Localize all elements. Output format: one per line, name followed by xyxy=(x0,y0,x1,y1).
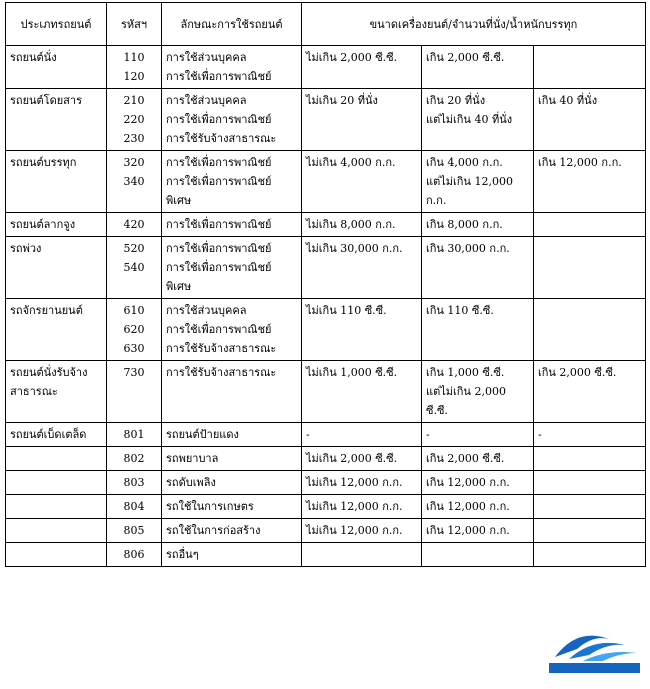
size-value: เกิน 2,000 ซี.ซี. xyxy=(426,452,505,465)
usage-value: รถใช้ในการก่อสร้าง xyxy=(166,524,261,537)
code-cell xyxy=(107,447,162,471)
size-value: แต่ไม่เกิน 2,000 xyxy=(426,385,506,398)
header-code: รหัสฯ xyxy=(107,3,162,46)
size-value: เกิน 40 ที่นั่ง xyxy=(538,94,598,107)
code-value: 804 xyxy=(123,500,145,513)
vehicle-type: รถยนต์โดยสาร xyxy=(10,94,82,107)
table-row xyxy=(6,213,646,237)
usage-cell xyxy=(162,495,302,519)
size-cell xyxy=(422,471,534,495)
size-value: เกิน 1,000 ซี.ซี. xyxy=(426,366,505,379)
usage-value: การใช้ส่วนบุคคล xyxy=(166,304,247,317)
size-cell xyxy=(302,299,422,361)
table-row xyxy=(6,519,646,543)
code-value: 610 xyxy=(123,304,145,317)
usage-cell xyxy=(162,423,302,447)
code-value: 120 xyxy=(123,70,145,83)
size-cell xyxy=(422,151,534,213)
code-cell xyxy=(107,299,162,361)
code-value: 801 xyxy=(123,428,145,441)
table-row xyxy=(6,471,646,495)
table-row xyxy=(6,423,646,447)
usage-cell xyxy=(162,46,302,89)
code-value: 806 xyxy=(123,548,145,561)
size-value: เกิน 30,000 ก.ก. xyxy=(426,242,510,255)
vehicle-type: รถจักรยานยนต์ xyxy=(10,304,83,317)
code-cell xyxy=(107,361,162,423)
usage-cell xyxy=(162,447,302,471)
size-cell xyxy=(534,423,646,447)
code-value: 630 xyxy=(123,342,145,355)
code-value: 110 xyxy=(123,51,145,64)
size-cell xyxy=(422,89,534,151)
code-value: 730 xyxy=(123,366,145,379)
size-value: ไม่เกิน 12,000 ก.ก. xyxy=(306,500,403,513)
code-value: 320 xyxy=(123,156,145,169)
usage-cell xyxy=(162,89,302,151)
usage-value: การใช้เพื่อการพาณิชย์ xyxy=(166,261,272,274)
vehicle-type-cell xyxy=(6,519,107,543)
size-cell xyxy=(302,213,422,237)
size-cell xyxy=(422,543,534,567)
table-row xyxy=(6,89,646,151)
size-cell xyxy=(534,543,646,567)
size-cell xyxy=(534,495,646,519)
usage-value: การใช้เพื่อการพาณิชย์ xyxy=(166,175,272,188)
vehicle-type: รถพ่วง xyxy=(10,242,42,255)
usage-value: รถพยาบาล xyxy=(166,452,219,465)
usage-value: การใช้เพื่อการพาณิชย์ xyxy=(166,156,272,169)
table-row xyxy=(6,237,646,299)
code-cell xyxy=(107,46,162,89)
usage-value: การใช้รับจ้างสาธารณะ xyxy=(166,132,277,145)
size-cell xyxy=(422,519,534,543)
vehicle-type: รถยนต์นั่งรับจ้าง สาธารณะ xyxy=(10,366,88,398)
size-cell xyxy=(422,46,534,89)
size-value: เกิน 12,000 ก.ก. xyxy=(426,500,510,513)
usage-value: การใช้ส่วนบุคคล xyxy=(166,51,247,64)
table-row xyxy=(6,495,646,519)
size-cell xyxy=(302,361,422,423)
usage-value: รถอื่นๆ xyxy=(166,548,199,561)
size-value: ไม่เกิน 12,000 ก.ก. xyxy=(306,524,403,537)
usage-value: การใช้เพื่อการพาณิชย์ xyxy=(166,218,272,231)
size-value: ซี.ซี. xyxy=(426,404,448,417)
size-cell xyxy=(422,237,534,299)
table-row xyxy=(6,361,646,423)
size-cell xyxy=(534,46,646,89)
vehicle-code-table xyxy=(5,2,646,567)
table-row xyxy=(6,299,646,361)
vehicle-type: รถยนต์เบ็ดเตล็ด xyxy=(10,428,87,441)
size-value: - xyxy=(426,428,430,441)
code-value: 803 xyxy=(123,476,145,489)
size-cell xyxy=(534,237,646,299)
usage-cell xyxy=(162,361,302,423)
code-value: 340 xyxy=(123,175,145,188)
size-cell xyxy=(302,89,422,151)
size-value: เกิน 20 ที่นั่ง xyxy=(426,94,486,107)
size-value: เกิน 2,000 ซี.ซี. xyxy=(426,51,505,64)
size-cell xyxy=(422,361,534,423)
code-value: 540 xyxy=(123,261,145,274)
size-value: - xyxy=(538,428,542,441)
size-value: ไม่เกิน 110 ซี.ซี. xyxy=(306,304,387,317)
usage-value: รถดับเพลิง xyxy=(166,476,216,489)
vehicle-type: รถยนต์นั่ง xyxy=(10,51,57,64)
size-value: แต่ไม่เกิน 12,000 xyxy=(426,175,513,188)
usage-value: พิเศษ xyxy=(166,280,192,293)
vehicle-type-cell xyxy=(6,423,107,447)
size-cell xyxy=(534,471,646,495)
table-row xyxy=(6,543,646,567)
vehicle-type-cell xyxy=(6,213,107,237)
usage-cell xyxy=(162,237,302,299)
code-cell xyxy=(107,237,162,299)
size-value: เกิน 12,000 ก.ก. xyxy=(426,476,510,489)
usage-value: การใช้ส่วนบุคคล xyxy=(166,94,247,107)
vehicle-type-cell xyxy=(6,361,107,423)
size-cell xyxy=(534,151,646,213)
size-value: เกิน 12,000 ก.ก. xyxy=(426,524,510,537)
code-value: 520 xyxy=(123,242,145,255)
vehicle-type-cell xyxy=(6,471,107,495)
code-cell xyxy=(107,471,162,495)
size-value: ไม่เกิน 30,000 ก.ก. xyxy=(306,242,403,255)
size-value: ไม่เกิน 2,000 ซี.ซี. xyxy=(306,51,398,64)
usage-cell xyxy=(162,213,302,237)
size-value: ไม่เกิน 20 ที่นั่ง xyxy=(306,94,378,107)
vehicle-type: รถยนต์ลากจูง xyxy=(10,218,76,231)
header-usage: ลักษณะการใช้รถยนต์ xyxy=(162,3,302,46)
header-row xyxy=(6,3,646,46)
code-value: 420 xyxy=(123,218,145,231)
code-cell xyxy=(107,213,162,237)
size-cell xyxy=(422,213,534,237)
header-size: ขนาดเครื่องยนต์/จำนวนที่นั่ง/น้ำหนักบรรทุก xyxy=(302,3,646,46)
size-value: ไม่เกิน 8,000 ก.ก. xyxy=(306,218,396,231)
size-value: แต่ไม่เกิน 40 ที่นั่ง xyxy=(426,113,513,126)
size-value: ไม่เกิน 12,000 ก.ก. xyxy=(306,476,403,489)
code-value: 230 xyxy=(123,132,145,145)
vehicle-type-cell xyxy=(6,151,107,213)
size-cell xyxy=(534,361,646,423)
code-value: 805 xyxy=(123,524,145,537)
size-cell xyxy=(302,495,422,519)
size-cell xyxy=(302,519,422,543)
code-cell xyxy=(107,543,162,567)
usage-value: การใช้เพื่อการพาณิชย์ xyxy=(166,70,272,83)
size-value: เกิน 4,000 ก.ก. xyxy=(426,156,503,169)
usage-value: การใช้เพื่อการพาณิชย์ xyxy=(166,323,272,336)
usage-cell xyxy=(162,543,302,567)
code-cell xyxy=(107,423,162,447)
code-cell xyxy=(107,151,162,213)
vehicle-type-cell xyxy=(6,299,107,361)
table-row xyxy=(6,46,646,89)
size-cell xyxy=(422,495,534,519)
size-cell xyxy=(302,471,422,495)
size-cell xyxy=(302,237,422,299)
size-value: เกิน 2,000 ซี.ซี. xyxy=(538,366,617,379)
table-row xyxy=(6,447,646,471)
size-value: ไม่เกิน 1,000 ซี.ซี. xyxy=(306,366,398,379)
usage-cell xyxy=(162,519,302,543)
code-value: 620 xyxy=(123,323,145,336)
code-value: 210 xyxy=(123,94,145,107)
size-cell xyxy=(422,299,534,361)
usage-value: รถใช้ในการเกษตร xyxy=(166,500,254,513)
size-value: เกิน 110 ซี.ซี. xyxy=(426,304,494,317)
vehicle-type-cell xyxy=(6,495,107,519)
usage-cell xyxy=(162,151,302,213)
header-type: ประเภทรถยนต์ xyxy=(6,3,107,46)
vehicle-type-cell xyxy=(6,89,107,151)
code-cell xyxy=(107,495,162,519)
size-value: ก.ก. xyxy=(426,194,447,207)
vehicle-type: รถยนต์บรรทุก xyxy=(10,156,77,169)
vehicle-type-cell xyxy=(6,447,107,471)
vehicle-type-cell xyxy=(6,237,107,299)
size-cell xyxy=(534,89,646,151)
size-cell xyxy=(534,519,646,543)
size-cell xyxy=(534,299,646,361)
usage-cell xyxy=(162,299,302,361)
size-cell xyxy=(422,423,534,447)
table-row xyxy=(6,151,646,213)
size-value: เกิน 12,000 ก.ก. xyxy=(538,156,622,169)
usage-value: การใช้เพื่อการพาณิชย์ xyxy=(166,242,272,255)
size-cell xyxy=(302,46,422,89)
size-cell xyxy=(534,447,646,471)
size-value: - xyxy=(306,428,310,441)
size-value: เกิน 8,000 ก.ก. xyxy=(426,218,503,231)
code-cell xyxy=(107,519,162,543)
size-cell xyxy=(534,213,646,237)
size-value: ไม่เกิน 4,000 ก.ก. xyxy=(306,156,396,169)
insurancethai-logo xyxy=(547,623,642,683)
usage-cell xyxy=(162,471,302,495)
size-cell xyxy=(422,447,534,471)
code-value: 802 xyxy=(123,452,145,465)
size-value: ไม่เกิน 2,000 ซี.ซี. xyxy=(306,452,398,465)
size-cell xyxy=(302,543,422,567)
usage-value: การใช้รับจ้างสาธารณะ xyxy=(166,366,277,379)
code-value: 220 xyxy=(123,113,145,126)
usage-value: การใช้รับจ้างสาธารณะ xyxy=(166,342,277,355)
usage-value: การใช้เพื่อการพาณิชย์ xyxy=(166,113,272,126)
code-cell xyxy=(107,89,162,151)
vehicle-type-cell xyxy=(6,46,107,89)
size-cell xyxy=(302,151,422,213)
usage-value: รถยนต์ป้ายแดง xyxy=(166,428,239,441)
size-cell xyxy=(302,447,422,471)
size-cell xyxy=(302,423,422,447)
usage-value: พิเศษ xyxy=(166,194,192,207)
vehicle-type-cell xyxy=(6,543,107,567)
